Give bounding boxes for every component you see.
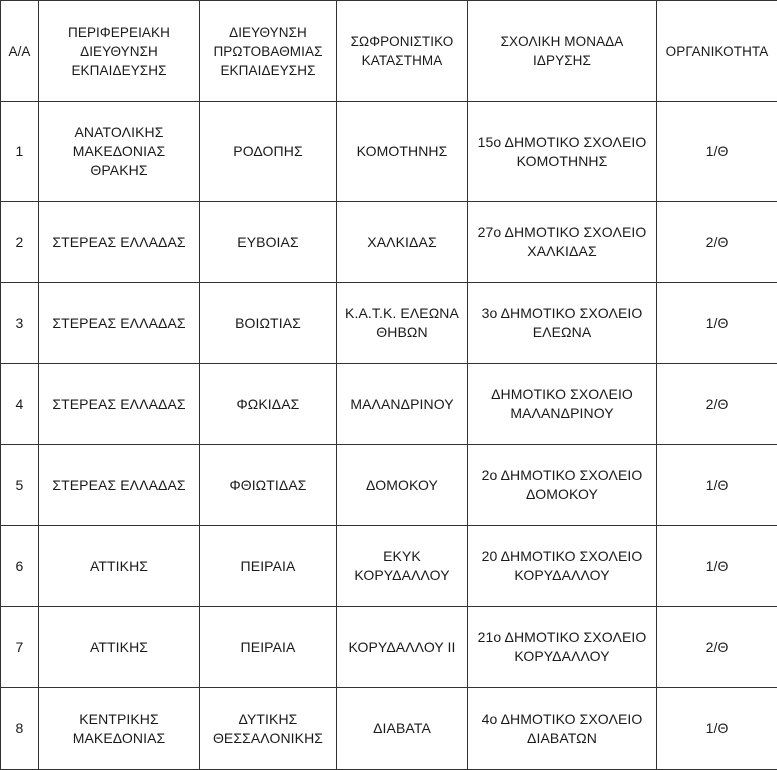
cell-correctional-facility: ΔΟΜΟΚΟΥ (337, 445, 468, 526)
cell-school-unit: 3ο ΔΗΜΟΤΙΚΟ ΣΧΟΛΕΙΟ ΕΛΕΩΝΑ (468, 283, 657, 364)
table-row (1, 102, 777, 202)
cell-regional-directorate: ΑΤΤΙΚΗΣ (39, 526, 200, 607)
cell-organic-capacity: 1/Θ (657, 283, 777, 364)
cell-school-unit: 20 ΔΗΜΟΤΙΚΟ ΣΧΟΛΕΙΟ ΚΟΡΥΔΑΛΛΟΥ (468, 526, 657, 607)
cell-school-unit: 27ο ΔΗΜΟΤΙΚΟ ΣΧΟΛΕΙΟ ΧΑΛΚΙΔΑΣ (468, 202, 657, 283)
cell-primary-directorate: ΦΘΙΩΤΙΔΑΣ (200, 445, 337, 526)
cell-primary-directorate: ΒΟΙΩΤΙΑΣ (200, 283, 337, 364)
cell-primary-directorate: ΠΕΙΡΑΙΑ (200, 607, 337, 688)
cell-regional-directorate: ΑΤΤΙΚΗΣ (39, 607, 200, 688)
cell-regional-directorate: ΣΤΕΡΕΑΣ ΕΛΛΑΔΑΣ (39, 283, 200, 364)
cell-regional-directorate: ΣΤΕΡΕΑΣ ΕΛΛΑΔΑΣ (39, 202, 200, 283)
cell-primary-directorate: ΦΩΚΙΔΑΣ (200, 364, 337, 445)
cell-regional-directorate: ΣΤΕΡΕΑΣ ΕΛΛΑΔΑΣ (39, 445, 200, 526)
cell-primary-directorate: ΔΥΤΙΚΗΣ ΘΕΣΣΑΛΟΝΙΚΗΣ (200, 688, 337, 770)
cell-organic-capacity: 1/Θ (657, 445, 777, 526)
table-row (1, 364, 777, 445)
header-cell-primary-directorate: ΔΙΕΥΘΥΝΣΗ ΠΡΩΤΟΒΑΘΜΙΑΣ ΕΚΠΑΙΔΕΥΣΗΣ (200, 1, 337, 102)
table-row (1, 202, 777, 283)
cell-regional-directorate: ΚΕΝΤΡΙΚΗΣ ΜΑΚΕΔΟΝΙΑΣ (39, 688, 200, 770)
table-row (1, 688, 777, 770)
cell-aa: 5 (1, 445, 39, 526)
cell-aa: 4 (1, 364, 39, 445)
cell-correctional-facility: ΜΑΛΑΝΔΡΙΝΟΥ (337, 364, 468, 445)
cell-school-unit: 4ο ΔΗΜΟΤΙΚΟ ΣΧΟΛΕΙΟ ΔΙΑΒΑΤΩΝ (468, 688, 657, 770)
cell-organic-capacity: 1/Θ (657, 688, 777, 770)
cell-aa: 6 (1, 526, 39, 607)
header-cell-aa: Α/Α (1, 1, 39, 102)
header-cell-organic-capacity: ΟΡΓΑΝΙΚΟΤΗΤΑ (657, 1, 777, 102)
cell-organic-capacity: 2/Θ (657, 202, 777, 283)
cell-school-unit: 2ο ΔΗΜΟΤΙΚΟ ΣΧΟΛΕΙΟ ΔΟΜΟΚΟΥ (468, 445, 657, 526)
cell-organic-capacity: 2/Θ (657, 364, 777, 445)
table-row (1, 445, 777, 526)
table-row (1, 526, 777, 607)
cell-aa: 3 (1, 283, 39, 364)
header-cell-regional-directorate: ΠΕΡΙΦΕΡΕΙΑΚΗ ΔΙΕΥΘΥΝΣΗ ΕΚΠΑΙΔΕΥΣΗΣ (39, 1, 200, 102)
cell-primary-directorate: ΕΥΒΟΙΑΣ (200, 202, 337, 283)
table-header (1, 1, 777, 102)
cell-organic-capacity: 1/Θ (657, 102, 777, 202)
header-cell-correctional-facility: ΣΩΦΡΟΝΙΣΤΙΚΟ ΚΑΤΑΣΤΗΜΑ (337, 1, 468, 102)
header-cell-school-unit: ΣΧΟΛΙΚΗ ΜΟΝΑΔΑ ΙΔΡΥΣΗΣ (468, 1, 657, 102)
cell-school-unit: 21ο ΔΗΜΟΤΙΚΟ ΣΧΟΛΕΙΟ ΚΟΡΥΔΑΛΛΟΥ (468, 607, 657, 688)
cell-organic-capacity: 2/Θ (657, 607, 777, 688)
header-row (1, 1, 777, 102)
cell-regional-directorate: ΑΝΑΤΟΛΙΚΗΣ ΜΑΚΕΔΟΝΙΑΣ ΘΡΑΚΗΣ (39, 102, 200, 202)
cell-correctional-facility: Κ.Α.Τ.Κ. ΕΛΕΩΝΑ ΘΗΒΩΝ (337, 283, 468, 364)
cell-correctional-facility: ΕΚΥΚ ΚΟΡΥΔΑΛΛΟΥ (337, 526, 468, 607)
cell-aa: 1 (1, 102, 39, 202)
cell-primary-directorate: ΠΕΙΡΑΙΑ (200, 526, 337, 607)
cell-correctional-facility: ΚΟΡΥΔΑΛΛΟΥ ΙΙ (337, 607, 468, 688)
cell-correctional-facility: ΚΟΜΟΤΗΝΗΣ (337, 102, 468, 202)
cell-organic-capacity: 1/Θ (657, 526, 777, 607)
cell-correctional-facility: ΔΙΑΒΑΤΑ (337, 688, 468, 770)
cell-correctional-facility: ΧΑΛΚΙΔΑΣ (337, 202, 468, 283)
cell-school-unit: 15ο ΔΗΜΟΤΙΚΟ ΣΧΟΛΕΙΟ ΚΟΜΟΤΗΝΗΣ (468, 102, 657, 202)
cell-aa: 7 (1, 607, 39, 688)
table-body (1, 102, 777, 770)
cell-aa: 2 (1, 202, 39, 283)
cell-primary-directorate: ΡΟΔΟΠΗΣ (200, 102, 337, 202)
cell-regional-directorate: ΣΤΕΡΕΑΣ ΕΛΛΑΔΑΣ (39, 364, 200, 445)
cell-school-unit: ΔΗΜΟΤΙΚΟ ΣΧΟΛΕΙΟ ΜΑΛΑΝΔΡΙΝΟΥ (468, 364, 657, 445)
table-row (1, 607, 777, 688)
cell-aa: 8 (1, 688, 39, 770)
table-row (1, 283, 777, 364)
